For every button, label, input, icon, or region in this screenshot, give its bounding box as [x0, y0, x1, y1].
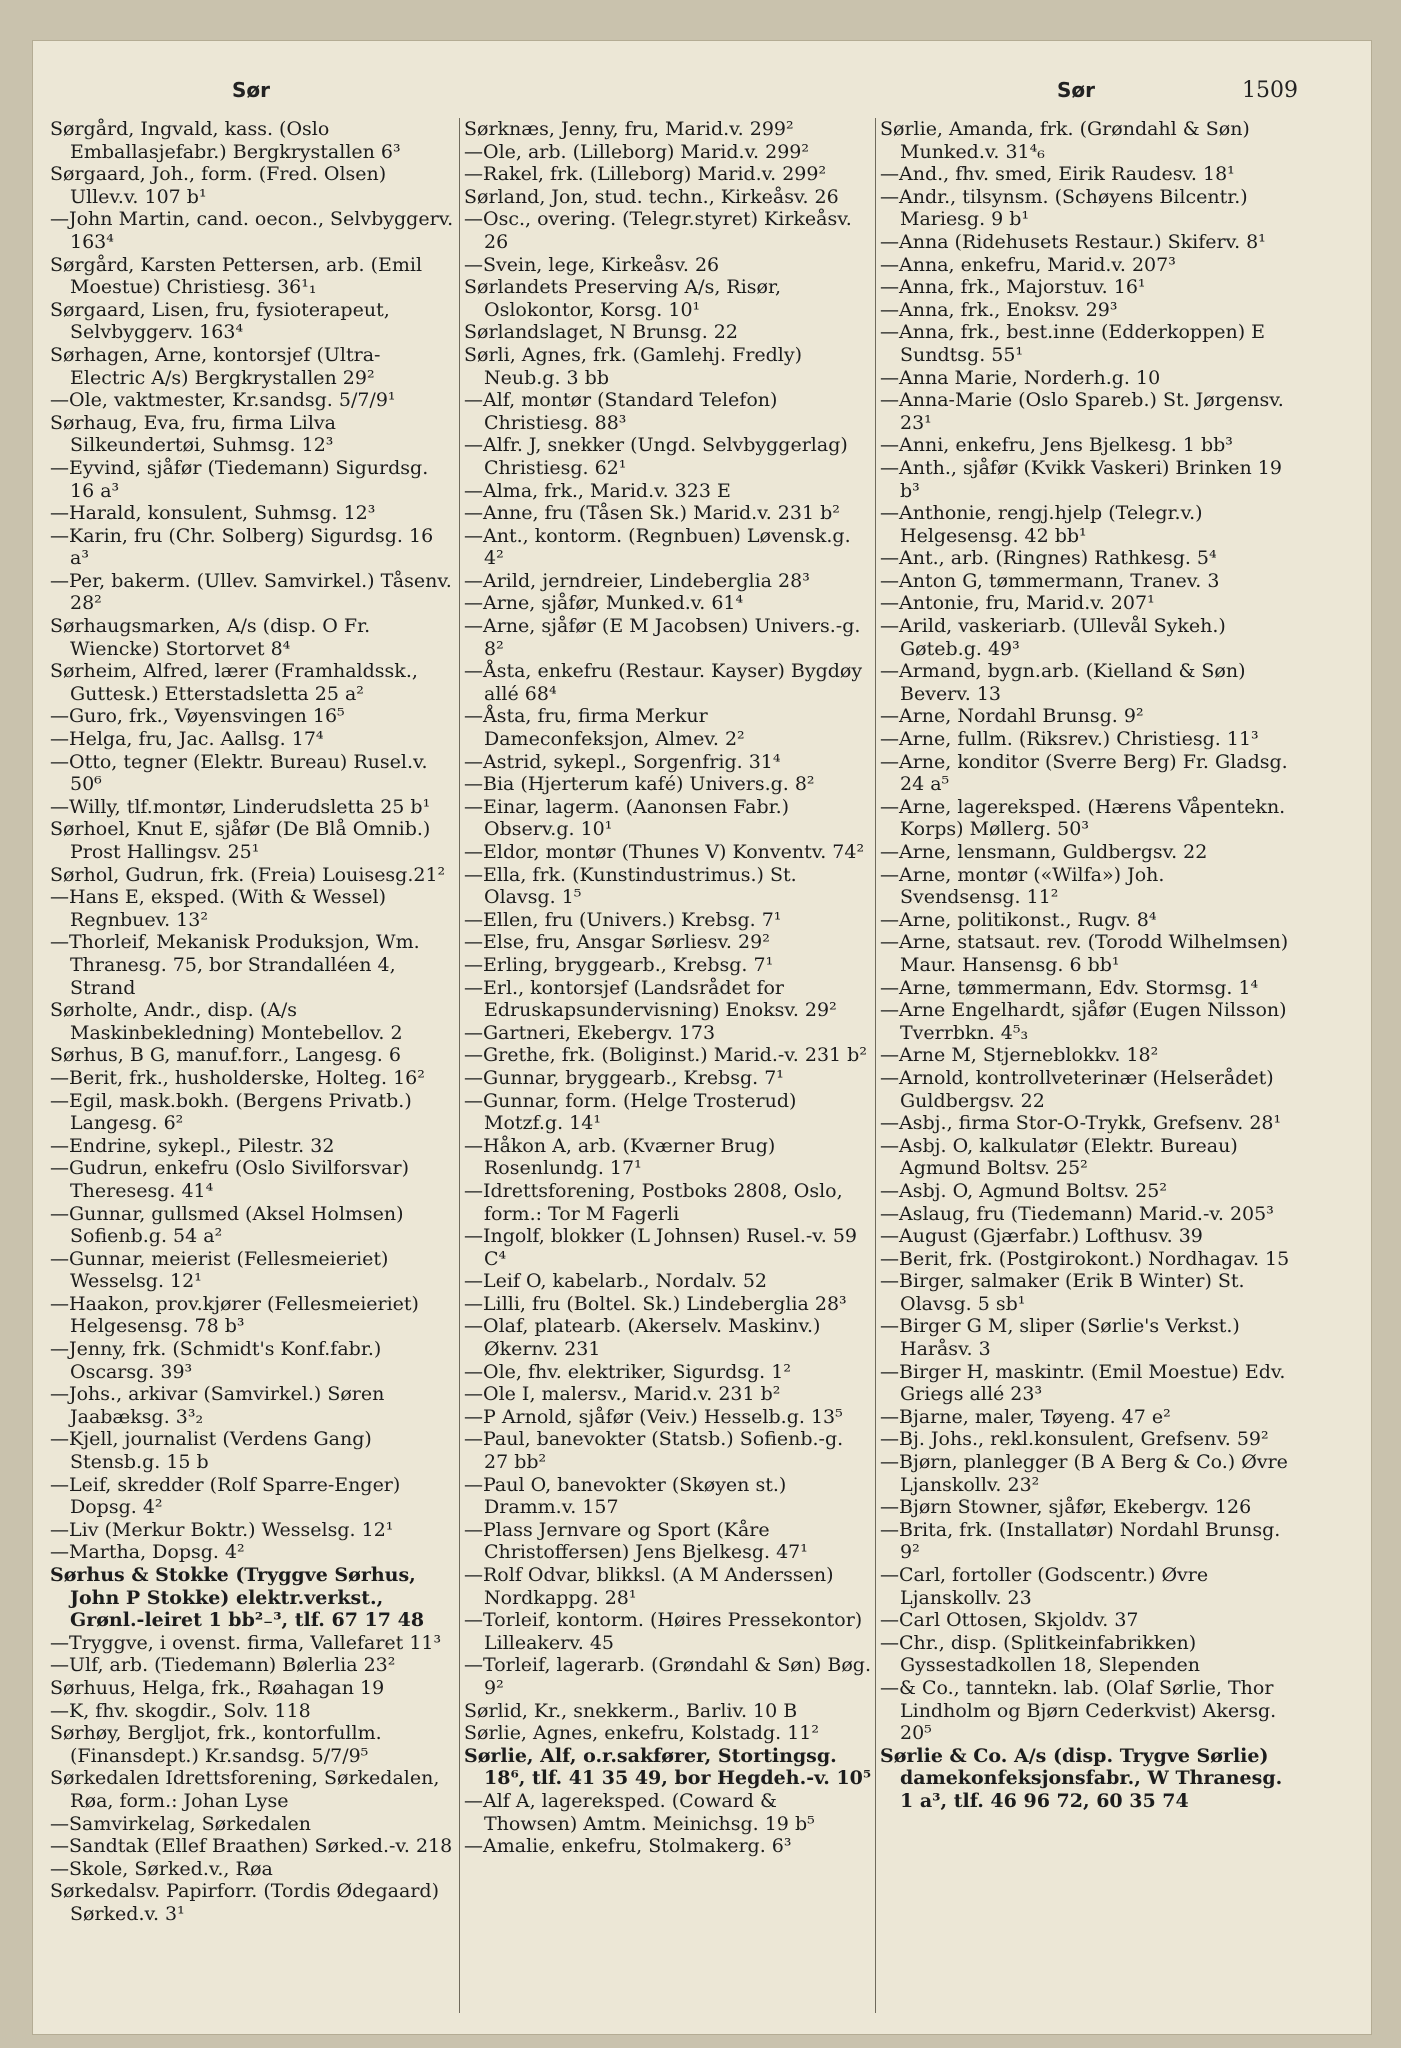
directory-entry: —Sandtak (Ellef Braathen) Sørked.-v. 218	[50, 1835, 453, 1858]
directory-entry: —Arnold, kontrollveterinær (Helserådet) Guldbergsv. 22	[880, 1066, 1274, 1112]
directory-entry: —Paul, banevokter (Statsb.) Sofienb.-g. 27 bb²	[464, 1428, 844, 1474]
directory-entry: —Arne, sjåfør (E M Jacobsen) Univers.-g. 8²	[464, 615, 861, 660]
directory-entry: —Ole, vaktmester, Kr.sandsg. 5/7/9¹	[50, 389, 396, 412]
directory-entry: —Arne, montør («Wilfa») Joh. Svendsensg. 11²	[880, 863, 1165, 909]
directory-entry: —Arne, Nordahl Brunsg. 9²	[880, 705, 1144, 728]
directory-entry: —Alma, frk., Marid.v. 323 E	[464, 479, 731, 502]
directory-entry: Sørhuus, Helga, frk., Røahagan 19	[50, 1676, 385, 1699]
directory-entry: —Eldor, montør (Thunes V) Konventv. 74²	[464, 841, 865, 863]
directory-entry: Sørli, Agnes, frk. (Gamlehj. Fredly) Neub.g. 3 bb	[464, 343, 803, 389]
directory-entry: —Birger, salmaker (Erik B Winter) St. Olavsg. 5 sb¹	[880, 1270, 1245, 1315]
directory-entry: —Harald, konsulent, Suhmsg. 12³	[50, 502, 376, 525]
directory-entry: —Martha, Dopsg. 4²	[50, 1541, 245, 1564]
directory-entry: Sørkedalsv. Papirforr. (Tordis Ødegaard) Sørked.v. 3¹	[50, 1880, 439, 1925]
directory-entry: —Samvirkelag, Sørkedalen	[50, 1812, 311, 1835]
directory-entry: —Plass Jernvare og Sport (Kåre Christoffersen) Jens Bjelkesg. 47¹	[464, 1518, 808, 1564]
directory-entry: —Anna Marie, Norderh.g. 10	[880, 366, 1161, 389]
directory-entry: —Birger H, maskintr. (Emil Moestue) Edv. Griegs allé 23³	[880, 1360, 1286, 1406]
directory-entry: —Birger G M, sliper (Sørlie's Verkst.) Haråsv. 3	[880, 1315, 1240, 1361]
directory-entry: —Rakel, frk. (Lilleborg) Marid.v. 299²	[464, 163, 827, 186]
directory-entry: —Gunnar, bryggearb., Krebsg. 7¹	[464, 1066, 784, 1089]
directory-entry: —Asbj. O, kalkulatør (Elektr. Bureau) Agmund Boltsv. 25²	[880, 1134, 1238, 1180]
directory-entry: —Liv (Merkur Boktr.) Wesselsg. 12¹	[50, 1518, 394, 1541]
directory-entry: —Ellen, fru (Univers.) Krebsg. 7¹	[464, 908, 782, 931]
directory-entry: —Anton G, tømmermann, Tranev. 3	[880, 569, 1220, 592]
directory-entry: —Gudrun, enkefru (Oslo Sivilforsvar) Theresesg. 41⁴	[50, 1157, 409, 1202]
directory-entry: —Torleif, lagerarb. (Grøndahl & Søn) Bøg. 9²	[464, 1654, 871, 1699]
directory-entry: —Bj. Johs., rekl.konsulent, Grefsenv. 59²	[880, 1428, 1269, 1451]
column-1	[50, 118, 455, 2018]
directory-entry: Sørgård, Ingvald, kass. (Oslo Emballasjefabr.) Bergkrystallen 6³	[50, 118, 401, 163]
directory-entry: —Andr., tilsynsm. (Schøyens Bilcentr.) Mariesg. 9 b¹	[880, 185, 1248, 231]
directory-entry: Sørgård, Karsten Pettersen, arb. (Emil Moestue) Christiesg. 36¹₁	[50, 253, 423, 299]
directory-entry: Sørhus & Stokke (Tryggve Sørhus, John P Stokke) elektr.verkst., Grønl.-leiret 1 bb²₋³, tlf. 67 17 48	[50, 1564, 425, 1632]
directory-entry: —Ingolf, blokker (L Johnsen) Rusel.-v. 59 C⁴	[464, 1225, 858, 1270]
directory-entry: —Leif, skredder (Rolf Sparre-Enger) Dopsg. 4²	[50, 1473, 401, 1519]
directory-entry: —Bia (Hjerterum kafé) Univers.g. 8²	[464, 773, 815, 796]
directory-entry: —Tryggve, i ovenst. firma, Vallefaret 11³	[50, 1631, 442, 1654]
directory-entry: —Per, bakerm. (Ullev. Samvirkel.) Tåsenv. 28²	[50, 569, 452, 615]
directory-entry: —Arne Engelhardt, sjåfør (Eugen Nilsson) Tverrbkn. 4⁵₃	[880, 999, 1287, 1044]
directory-entry: —And., fhv. smed, Eirik Raudesv. 18¹	[880, 163, 1235, 186]
directory-entry: Sørlie, Alf, o.r.sakfører, Stortingsg. 18⁶, tlf. 41 35 49, bor Hegdeh.-v. 10⁵	[464, 1744, 872, 1790]
directory-entry: —Gartneri, Ekebergv. 173	[464, 1021, 716, 1044]
directory-entry: —Bjørn Stowner, sjåfør, Ekebergv. 126	[880, 1496, 1252, 1519]
directory-entry: Sørlie, Agnes, enkefru, Kolstadg. 11²	[464, 1722, 819, 1745]
directory-entry: —Alf, montør (Standard Telefon) Christiesg. 88³	[464, 389, 778, 434]
column-divider	[875, 118, 876, 2013]
directory-entry: —Jenny, frk. (Schmidt's Konf.fabr.) Oscarsg. 39³	[50, 1338, 382, 1383]
column-divider	[459, 118, 460, 2013]
directory-entry: —Paul O, banevokter (Skøyen st.) Dramm.v. 157	[464, 1473, 787, 1519]
directory-entry: —Carl Ottosen, Skjoldv. 37	[880, 1609, 1139, 1632]
directory-entry: —Anna (Ridehusets Restaur.) Skiferv. 8¹	[880, 230, 1266, 253]
directory-entry: Sørhaugsmarken, A/s (disp. O Fr. Wiencke) Stortorvet 8⁴	[50, 615, 371, 660]
directory-entry: —Skole, Sørked.v., Røa	[50, 1857, 273, 1880]
directory-entry: Sørhol, Gudrun, frk. (Freia) Louisesg.21²	[50, 863, 446, 886]
directory-entry: —Anna, frk., best.inne (Edderkoppen) E Sundtsg. 55¹	[880, 321, 1266, 366]
directory-entry: —Alfr. J, snekker (Ungd. Selvbyggerlag) Christiesg. 62¹	[464, 434, 848, 479]
header-right-keyword: Sør	[1057, 78, 1096, 102]
directory-entry: —Bjørn, planlegger (B A Berg & Co.) Øvre Ljanskollv. 23²	[880, 1451, 1288, 1496]
directory-entry: —Anthonie, rengj.hjelp (Telegr.v.) Helgesensg. 42 bb¹	[880, 502, 1203, 547]
directory-entry: —Erling, bryggearb., Krebsg. 7¹	[464, 953, 774, 976]
directory-entry: —Asbj., firma Stor-O-Trykk, Grefsenv. 28¹	[880, 1112, 1282, 1135]
directory-entry: —Arne, lagereksped. (Hærens Våpentekn. Korps) Møllerg. 50³	[880, 795, 1286, 841]
directory-entry: —Leif O, kabelarb., Nordalv. 52	[464, 1270, 768, 1293]
directory-entry: —Arne, politikonst., Rugv. 8⁴	[880, 908, 1157, 931]
directory-entry: —Endrine, sykepl., Pilestr. 32	[50, 1134, 335, 1157]
directory-entry: —Anna-Marie (Oslo Spareb.) St. Jørgensv. 23¹	[880, 389, 1284, 434]
directory-entry: Sørhagen, Arne, kontorsjef (Ultra-Electric A/s) Bergkrystallen 29²	[50, 343, 381, 389]
directory-entry: —Bjarne, maler, Tøyeng. 47 e²	[880, 1405, 1171, 1428]
directory-entry: —Ant., arb. (Ringnes) Rathkesg. 5⁴	[880, 547, 1217, 570]
directory-entry: —P Arnold, sjåfør (Veiv.) Hesselb.g. 13⁵	[464, 1405, 843, 1428]
directory-entry: —Svein, lege, Kirkeåsv. 26	[464, 253, 720, 276]
directory-entry: —Guro, frk., Vøyensvingen 16⁵	[50, 705, 345, 728]
directory-entry: —Arild, jerndreier, Lindeberglia 28³	[464, 569, 810, 592]
directory-entry: —Åsta, fru, firma Merkur Dameconfeksjon, Almev. 2²	[464, 705, 745, 751]
directory-entry: —Ole, fhv. elektriker, Sigurdsg. 1²	[464, 1360, 791, 1383]
directory-entry: Sørhus, B G, manuf.forr., Langesg. 6	[50, 1044, 401, 1067]
directory-entry: —Aslaug, fru (Tiedemann) Marid.-v. 205³	[880, 1202, 1274, 1225]
directory-entry: Sørkedalen Idrettsforening, Sørkedalen, Røa, form.: Johan Lyse	[50, 1767, 440, 1812]
column-2	[464, 118, 872, 2018]
directory-entry: Sørlie, Amanda, frk. (Grøndahl & Søn) Munked.v. 31⁴₆	[880, 118, 1250, 163]
directory-entry: —Ella, frk. (Kunstindustrimus.) St. Olavsg. 1⁵	[464, 863, 797, 909]
directory-entry: —Anth., sjåfør (Kvikk Vaskeri) Brinken 19 b³	[880, 456, 1282, 502]
directory-entry: —Torleif, kontorm. (Høires Pressekontor) Lilleakerv. 45	[464, 1609, 863, 1654]
directory-entry: —Anna, enkefru, Marid.v. 207³	[880, 253, 1176, 276]
directory-entry: —Helga, fru, Jac. Aallsg. 17⁴	[50, 728, 324, 751]
column-3	[880, 118, 1290, 2018]
header-left-keyword: Sør	[232, 78, 271, 102]
directory-entry: —Anni, enkefru, Jens Bjelkesg. 1 bb³	[880, 434, 1233, 457]
directory-entry: Sørknæs, Jenny, fru, Marid.v. 299²	[464, 118, 794, 140]
directory-entry: —Anna, frk., Enoksv. 29³	[880, 298, 1118, 321]
directory-entry: —Arne, konditor (Sverre Berg) Fr. Gladsg. 24 a⁵	[880, 750, 1288, 796]
directory-entry: —Berit, frk. (Postgirokont.) Nordhagav. 15	[880, 1247, 1290, 1270]
directory-entry: Sørgaard, Joh., form. (Fred. Olsen) Ullev.v. 107 b¹	[50, 163, 387, 208]
directory-entry: —Haakon, prov.kjører (Fellesmeieriet) Helgesensg. 78 b³	[50, 1292, 419, 1338]
directory-entry: —Arne, tømmermann, Edv. Stormsg. 1⁴	[880, 976, 1259, 999]
directory-entry: —Einar, lagerm. (Aanonsen Fabr.) Observ.g. 10¹	[464, 795, 790, 841]
directory-entry: Sørhøy, Bergljot, frk., kontorfullm. (Finansdept.) Kr.sandsg. 5/7/9⁵	[50, 1722, 382, 1767]
directory-entry: —Ulf, arb. (Tiedemann) Bølerlia 23²	[50, 1654, 396, 1677]
directory-entry: —Kjell, journalist (Verdens Gang) Stensb.g. 15 b	[50, 1428, 372, 1474]
directory-entry: —Ant., kontorm. (Regnbuen) Løvensk.g. 4²	[464, 524, 851, 570]
directory-entry: —Rolf Odvar, blikksl. (A M Anderssen) Nordkappg. 28¹	[464, 1564, 834, 1609]
directory-entry: Sørlandets Preserving A/s, Risør, Oslokontor, Korsg. 10¹	[464, 276, 782, 321]
directory-entry: —Lilli, fru (Boltel. Sk.) Lindeberglia 28³	[464, 1292, 847, 1315]
directory-entry: —Hans E, eksped. (With & Wessel) Regnbuev. 13²	[50, 886, 387, 931]
directory-entry: —Else, fru, Ansgar Sørliesv. 29²	[464, 931, 770, 954]
directory-entry: —Chr., disp. (Splitkeinfabrikken) Gyssestadkollen 18, Slependen	[880, 1631, 1201, 1677]
directory-entry: —Amalie, enkefru, Stolmakerg. 6³	[464, 1835, 792, 1858]
directory-entry: —Carl, fortoller (Godscentr.) Øvre Ljanskollv. 23	[880, 1564, 1209, 1609]
directory-page	[32, 40, 1372, 2035]
directory-entry: —Anna, frk., Majorstuv. 16¹	[880, 276, 1146, 299]
directory-entry: —Arne, statsaut. rev. (Torodd Wilhelmsen) Maur. Hansensg. 6 bb¹	[880, 931, 1289, 976]
directory-entry: —Berit, frk., husholderske, Holteg. 16²	[50, 1066, 425, 1089]
directory-entry: Sørlid, Kr., snekkerm., Barliv. 10 B	[464, 1699, 798, 1722]
directory-entry: —Ole I, malersv., Marid.v. 231 b²	[464, 1383, 781, 1406]
directory-entry: —Egil, mask.bokh. (Bergens Privatb.) Langesg. 6²	[50, 1089, 412, 1135]
directory-entry: —Eyvind, sjåfør (Tiedemann) Sigurdsg. 16 a³	[50, 456, 429, 502]
directory-entry: —Arne, sjåfør, Munked.v. 61⁴	[464, 592, 744, 615]
directory-entry: —Håkon A, arb. (Kværner Brug) Rosenlundg. 17¹	[464, 1134, 776, 1180]
directory-entry: Sørholte, Andr., disp. (A/s Maskinbekledning) Montebellov. 2	[50, 999, 403, 1044]
directory-entry: —Erl., kontorsjef (Landsrådet for Edruskapsundervisning) Enoksv. 29²	[464, 976, 837, 1022]
directory-entry: —Arne M, Stjerneblokkv. 18²	[880, 1044, 1159, 1067]
directory-entry: Sørlandslaget, N Brunsg. 22	[464, 321, 738, 344]
directory-entry: Sørgaard, Lisen, fru, fysioterapeut, Selvbyggerv. 163⁴	[50, 298, 390, 344]
directory-entry: —Brita, frk. (Installatør) Nordahl Brunsg. 9²	[880, 1518, 1281, 1564]
directory-entry: —Arne, fullm. (Riksrev.) Christiesg. 11³	[880, 728, 1259, 751]
directory-entry: —Karin, fru (Chr. Solberg) Sigurdsg. 16 a³	[50, 524, 434, 570]
directory-entry: —& Co., tanntekn. lab. (Olaf Sørlie, Thor Lindholm og Bjørn Cederkvist) Akersg. 20⁵	[880, 1676, 1277, 1745]
directory-entry: —Otto, tegner (Elektr. Bureau) Rusel.v. 50⁶	[50, 750, 428, 796]
directory-entry: Sørhaug, Eva, fru, firma Lilva Silkeundertøi, Suhmsg. 12³	[50, 411, 336, 457]
directory-entry: Sørlie & Co. A/s (disp. Trygve Sørlie) damekonfeksjonsfabr., W Thranesg. 1 a³, tlf. 46 96 72, 60 35 74	[880, 1744, 1283, 1812]
directory-entry: —August (Gjærfabr.) Lofthusv. 39	[880, 1225, 1203, 1248]
directory-entry: —Grethe, frk. (Boliginst.) Marid.-v. 231 b²	[464, 1044, 867, 1067]
directory-entry: Sørland, Jon, stud. techn., Kirkeåsv. 26	[464, 185, 839, 208]
directory-entry: —Olaf, platearb. (Akerselv. Maskinv.) Økernv. 231	[464, 1315, 821, 1361]
directory-entry: —K, fhv. skogdir., Solv. 118	[50, 1699, 311, 1722]
page-number: 1509	[1242, 78, 1298, 103]
directory-entry: —Gunnar, gullsmed (Aksel Holmsen) Sofienb.g. 54 a²	[50, 1202, 404, 1248]
directory-entry: —Armand, bygn.arb. (Kielland & Søn) Beverv. 13	[880, 660, 1246, 705]
directory-entry: —Arild, vaskeriarb. (Ullevål Sykeh.) Gøteb.g. 49³	[880, 615, 1226, 660]
directory-entry: Sørheim, Alfred, lærer (Framhaldssk., Guttesk.) Etterstadsletta 25 a²	[50, 660, 418, 705]
directory-entry: —Thorleif, Mekanisk Produksjon, Wm. Thranesg. 75, bor Strandalléen 4, Strand	[50, 931, 420, 999]
directory-entry: Sørhoel, Knut E, sjåfør (De Blå Omnib.) Prost Hallingsv. 25¹	[50, 818, 431, 863]
directory-entry: —Johs., arkivar (Samvirkel.) Søren Jaabæksg. 3³₂	[50, 1383, 385, 1428]
directory-entry: —Ole, arb. (Lilleborg) Marid.v. 299²	[464, 140, 810, 163]
directory-entry: —John Martin, cand. oecon., Selvbyggerv. 163⁴	[50, 208, 454, 253]
directory-entry: —Gunnar, meierist (Fellesmeieriet) Wesselsg. 12¹	[50, 1247, 389, 1293]
directory-entry: —Asbj. O, Agmund Boltsv. 25²	[880, 1179, 1167, 1202]
directory-entry: —Gunnar, form. (Helge Trosterud) Motzf.g. 14¹	[464, 1089, 797, 1135]
directory-entry: —Idrettsforening, Postboks 2808, Oslo, form.: Tor M Fagerli	[464, 1179, 843, 1225]
directory-entry: —Alf A, lagereksped. (Coward & Thowsen) Amtm. Meinichsg. 19 b⁵	[464, 1789, 815, 1835]
directory-entry: —Anne, fru (Tåsen Sk.) Marid.v. 231 b²	[464, 502, 840, 525]
directory-entry: —Åsta, enkefru (Restaur. Kayser) Bygdøy allé 68⁴	[464, 660, 863, 705]
directory-entry: —Arne, lensmann, Guldbergsv. 22	[880, 841, 1208, 863]
directory-entry: —Astrid, sykepl., Sorgenfrig. 31⁴	[464, 750, 781, 773]
directory-entry: —Osc., overing. (Telegr.styret) Kirkeåsv. 26	[464, 208, 852, 253]
directory-entry: —Willy, tlf.montør, Linderudsletta 25 b¹	[50, 795, 431, 818]
directory-entry: —Antonie, fru, Marid.v. 207¹	[880, 592, 1155, 615]
